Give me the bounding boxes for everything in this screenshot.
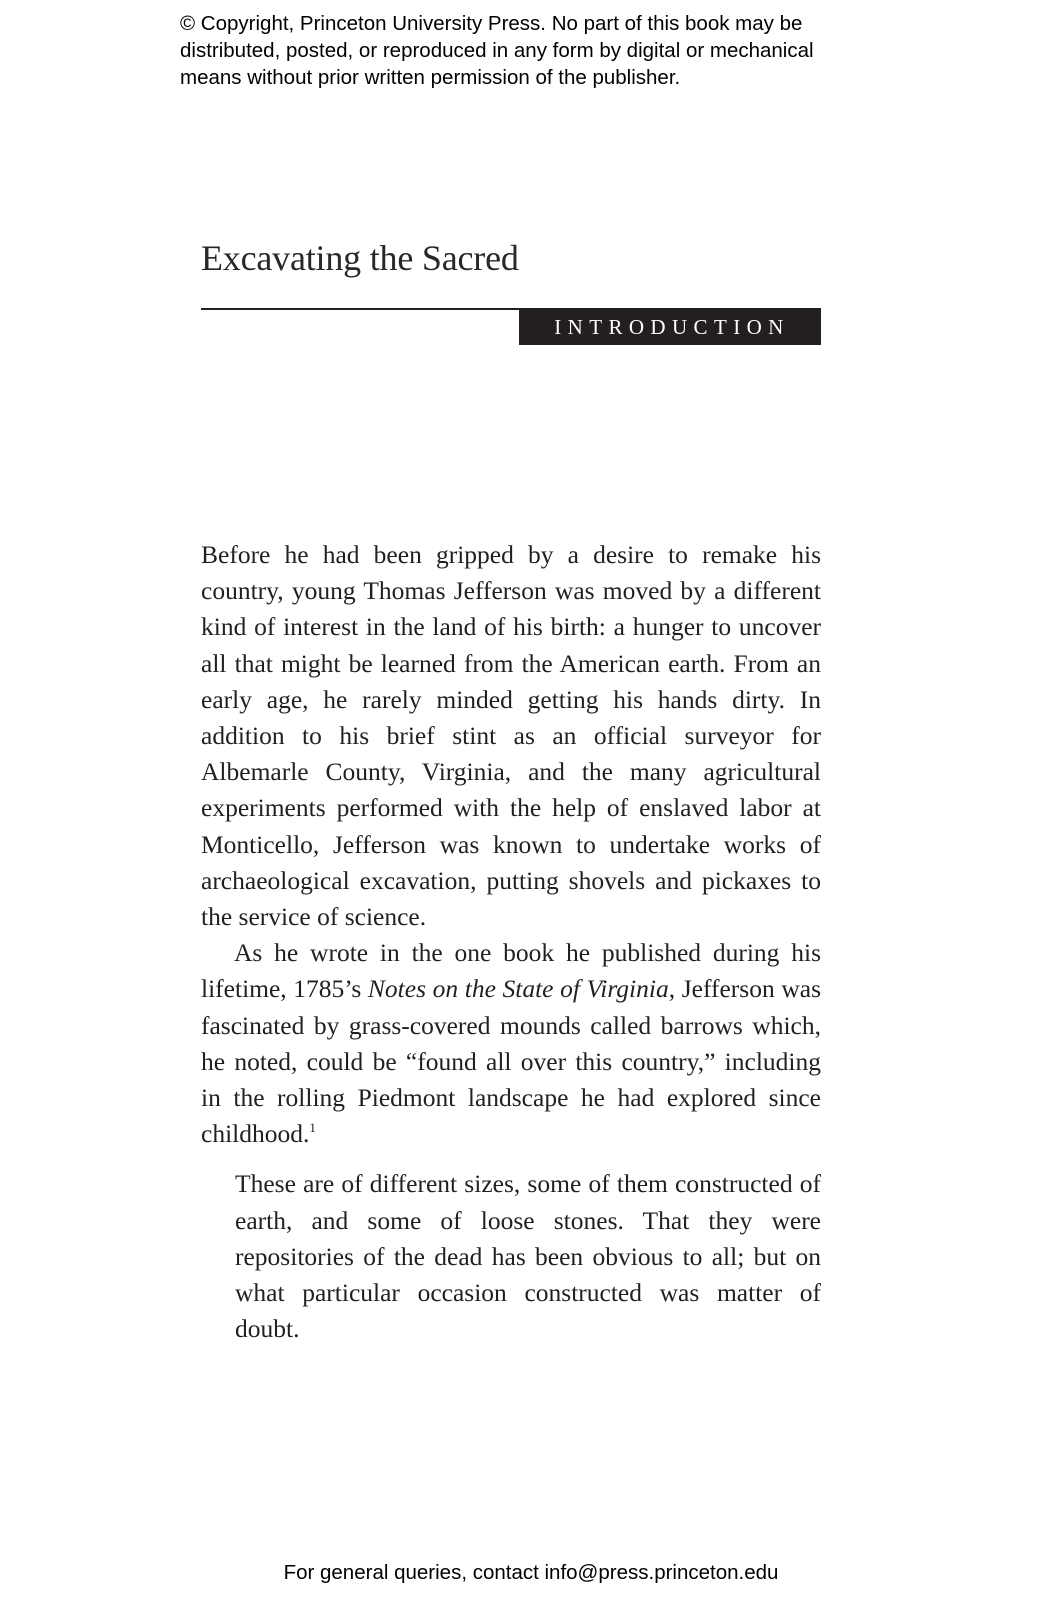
paragraph-2-end: , Jefferson was fascinated by grass-covered mounds called barrows which, he noted, could be “found all over this country,” including in the rolling Piedmont landscape he had explored since childhood. [201, 974, 821, 1149]
paragraph-2-start: As he wrote in the one book he published during his lifetime, 1785’s [201, 938, 821, 1004]
section-label: INTRODUCTION [519, 309, 821, 345]
chapter-title: Excavating the Sacred [201, 238, 519, 278]
body-text [201, 537, 821, 1347]
contact-text: For general queries, contact info@press.princeton.edu [283, 1561, 779, 1584]
paragraph-2 [201, 935, 821, 1152]
block-quote: These are of different sizes, some of them constructed of earth, and some of loose stones. That they were repositories of the dead has been obvious to all; but on what particular occasion constructed was matter of doubt. [235, 1169, 821, 1344]
footnote-marker: 1 [309, 1120, 316, 1136]
footer [0, 1560, 1050, 1586]
copyright-notice: © Copyright, Princeton University Press. No part of this book may be distributed, posted, or reproduced in any form by digital or mechanical means without prior written permission of the publisher. [180, 12, 814, 89]
book-title: Notes on the State of Virginia [367, 974, 669, 1004]
paragraph-1: Before he had been gripped by a desire to remake his country, young Thomas Jefferson was moved by a different kind of interest in the land of his birth: a hunger to uncover all that might be learned from the American earth. From an early age, he rarely minded getting his hands dirty. In addition to his brief stint as an official surveyor for Albemarle County, Virginia, and the many agricultural experiments performed with the help of enslaved labor at Monticello, Jefferson was known to undertake works of archaeological excavation, putting shovels and pickaxes to the service of science. [201, 540, 821, 932]
